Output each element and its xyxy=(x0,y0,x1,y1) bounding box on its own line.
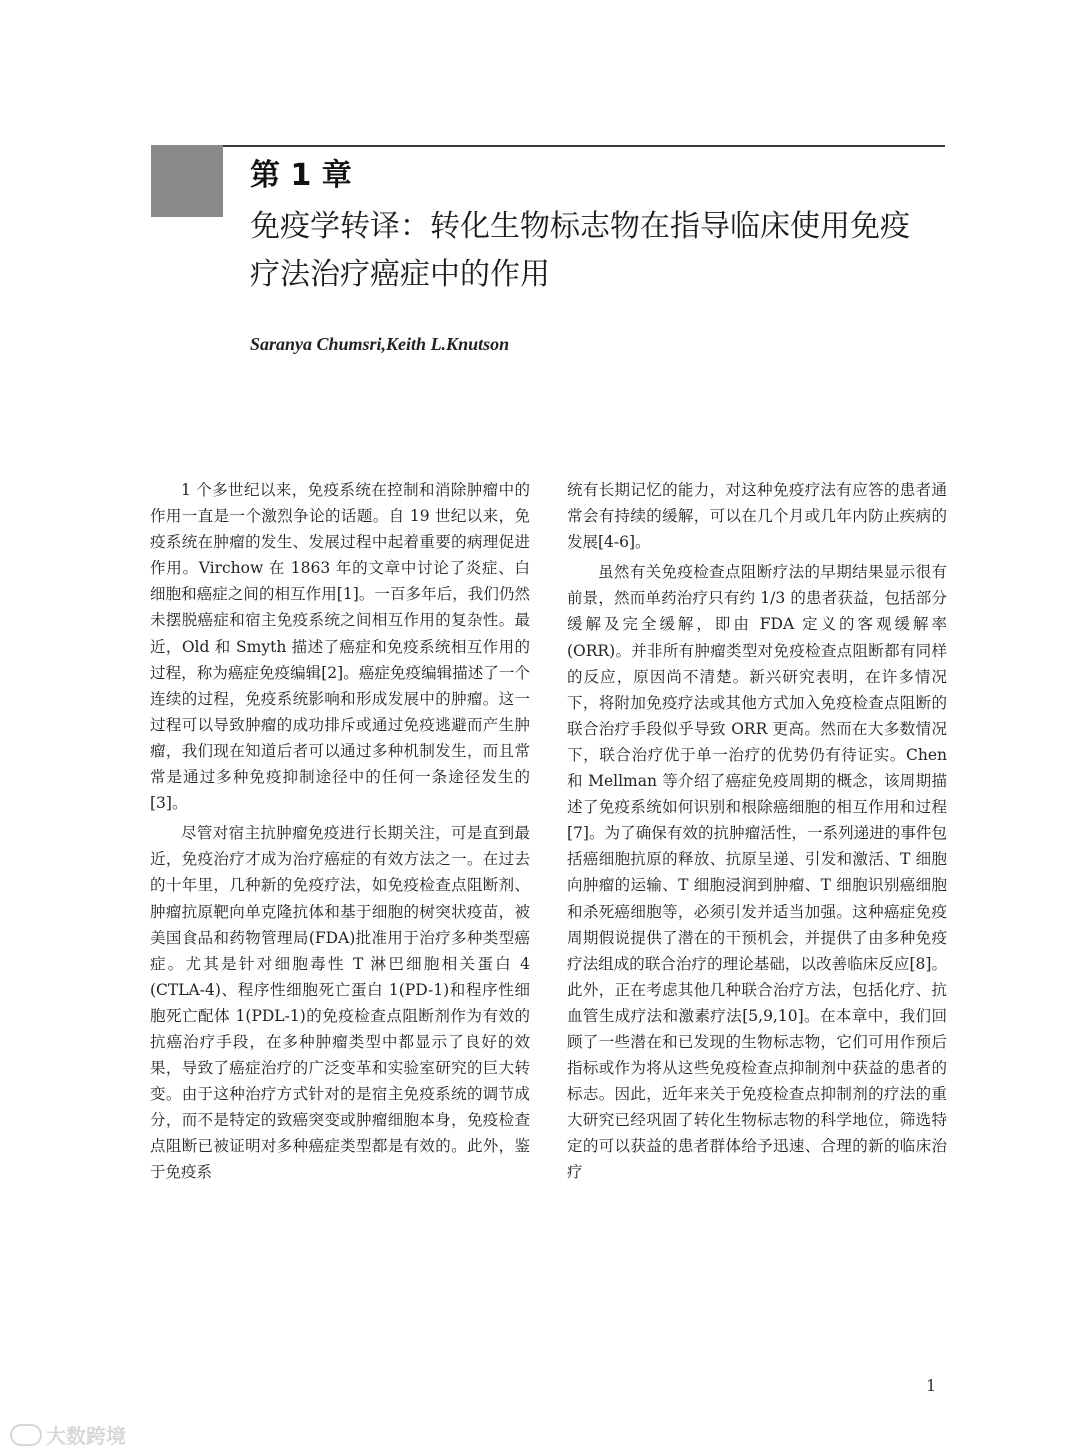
right-paragraph-2: 虽然有关免疫检查点阻断疗法的早期结果显示很有前景，然而单药治疗只有约 1/3 的患者获益，包括部分缓解及完全缓解，即由 FDA 定义的客观缓解率(ORR)。并非所有肿瘤类型对免疫检查点阻断都有同样的反应，原因尚不清楚。新兴研究表明，在许多情况下，将附加免疫疗法或其他方式加入免疫检查点阻断的联合治疗手段似乎导致 ORR 更高。然而在大多数情况下，联合治疗优于单一治疗的优势仍有待证实。Chen 和 Mellman 等介绍了癌症免疫周期的概念，该周期描述了免疫系统如何识别和根除癌细胞的相互作用和过程[7]。为了确保有效的抗肿瘤活性，一系列递进的事件包括癌细胞抗原的释放、抗原呈递、引发和激活、T 细胞向肿瘤的运输、T 细胞浸润到肿瘤、T 细胞识别癌细胞和杀死癌细胞等，必须引发并适当加强。这种癌症免疫周期假说提供了潜在的干预机会，并提供了由多种免疫疗法组成的联合治疗的理论基础，以改善临床反应[8]。此外，正在考虑其他几种联合治疗方法，包括化疗、抗血管生成疗法和激素疗法[5,9,10]。在本章中，我们回顾了一些潜在和已发现的生物标志物，它们可用作预后指标或作为将从这些免疫检查点抑制剂中获益的患者的标志。因此，近年来关于免疫检查点抑制剂的疗法的重大研究已经巩固了转化生物标志物的科学地位，筛选特定的可以获益的患者群体给予迅速、合理的新的临床治疗 xyxy=(567,563,947,1182)
chapter-title-line-2: 疗法治疗癌症中的作用 xyxy=(250,257,550,292)
left-column xyxy=(150,477,530,1190)
watermark-text: 大数跨境 xyxy=(46,1424,126,1448)
right-column xyxy=(567,477,947,1190)
watermark-logo-icon xyxy=(10,1424,42,1446)
chapter-title-line-1: 免疫学转译：转化生物标志物在指导临床使用免疫 xyxy=(250,209,910,244)
right-paragraph-1: 统有长期记忆的能力，对这种免疫疗法有应答的患者通常会有持续的缓解，可以在几个月或几年内防止疾病的发展[4-6]。 xyxy=(567,481,947,552)
chapter-number: 第 1 章 xyxy=(250,158,352,193)
watermark xyxy=(10,1420,126,1449)
page-number: 1 xyxy=(926,1376,937,1395)
chapter-title xyxy=(250,203,950,299)
left-paragraph-1: 1 个多世纪以来，免疫系统在控制和消除肿瘤中的作用一直是一个激烈争论的话题。自 19 世纪以来，免疫系统在肿瘤的发生、发展过程中起着重要的病理促进作用。Virchow 在 1863 年的文章中讨论了炎症、白细胞和癌症之间的相互作用[1]。一百多年后，我们仍然未摆脱癌症和宿主免疫系统之间相互作用的复杂性。最近，Old 和 Smyth 描述了癌症和免疫系统相互作用的过程，称为癌症免疫编辑[2]。癌症免疫编辑描述了一个连续的过程，免疫系统影响和形成发展中的肿瘤。这一过程可以导致肿瘤的成功排斥或通过免疫逃避而产生肿瘤，我们现在知道后者可以通过多种机制发生，而且常常是通过多种免疫抑制途径中的任何一条途径发生的[3]。 xyxy=(150,481,530,813)
chapter-gray-block xyxy=(151,145,223,217)
chapter-top-rule xyxy=(151,145,945,147)
left-paragraph-2: 尽管对宿主抗肿瘤免疫进行长期关注，可是直到最近，免疫治疗才成为治疗癌症的有效方法之一。在过去的十年里，几种新的免疫疗法，如免疫检查点阻断剂、肿瘤抗原靶向单克隆抗体和基于细胞的树突状疫苗，被美国食品和药物管理局(FDA)批准用于治疗多种类型癌症。尤其是针对细胞毒性 T 淋巴细胞相关蛋白 4 (CTLA-4)、程序性细胞死亡蛋白 1(PD-1)和程序性细胞死亡配体 1(PDL-1)的免疫检查点阻断剂作为有效的抗癌治疗手段，在多种肿瘤类型中都显示了良好的效果，导致了癌症治疗的广泛变革和实验室研究的巨大转变。由于这种治疗方式针对的是宿主免疫系统的调节成分，而不是特定的致癌突变或肿瘤细胞本身，免疫检查点阻断已被证明对多种癌症类型都是有效的。此外，鉴于免疫系 xyxy=(150,824,530,1182)
authors: Saranya Chumsri,Keith L.Knutson xyxy=(250,334,510,354)
